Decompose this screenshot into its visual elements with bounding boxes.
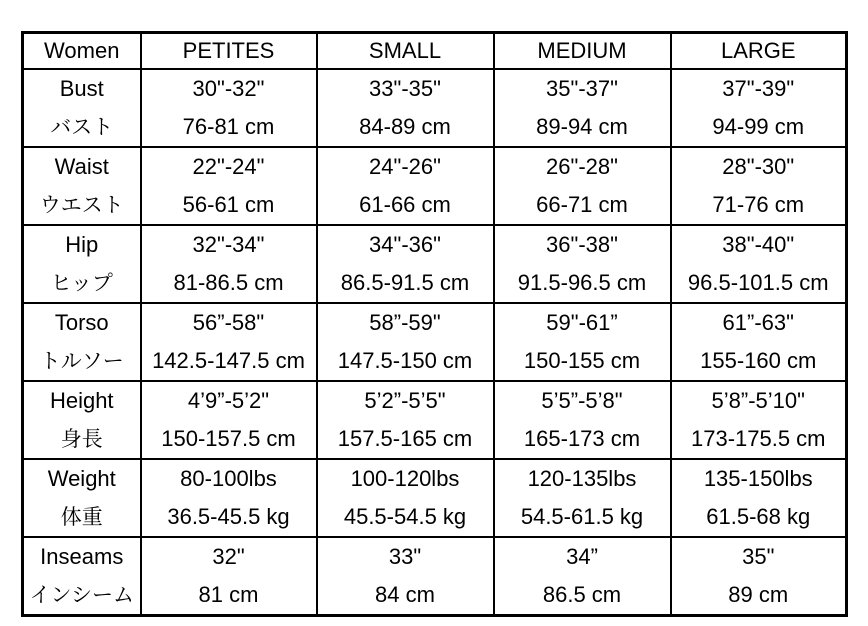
size-cell (671, 459, 847, 537)
metric-value: 173-175.5 cm (690, 426, 826, 451)
row-label-jp: 体重 (60, 505, 103, 529)
imperial-value: 35"-37" (546, 76, 618, 101)
metric-value: 81-86.5 cm (173, 270, 284, 295)
metric-value: 84-89 cm (359, 114, 451, 139)
row-label: Weight (47, 466, 116, 491)
metric-value: 94-99 cm (712, 114, 805, 139)
row-label-jp: 身長 (60, 427, 103, 451)
size-cell (494, 69, 671, 147)
size-cell (141, 69, 317, 147)
size-cell (494, 381, 671, 459)
imperial-value: 32" (212, 544, 245, 569)
metric-value: 86.5-91.5 cm (340, 270, 470, 295)
metric-value: 61.5-68 kg (706, 504, 811, 529)
imperial-value: 56”-58" (192, 310, 265, 335)
size-cell (141, 459, 317, 537)
imperial-value: 28"-30" (722, 154, 795, 179)
size-cell (141, 147, 317, 225)
row-bust (23, 69, 847, 147)
size-cell (317, 147, 494, 225)
size-cell (671, 303, 847, 381)
imperial-value: 37"-39" (722, 76, 795, 101)
metric-value: 76-81 cm (182, 114, 275, 139)
metric-value: 142.5-147.5 cm (152, 348, 305, 373)
row-label-jp: ヒップ (50, 271, 113, 295)
row-label: Waist (54, 154, 109, 179)
imperial-value: 80-100lbs (180, 466, 277, 491)
header-row (23, 33, 847, 70)
metric-value: 61-66 cm (359, 192, 451, 217)
imperial-value: 30"-32" (192, 76, 265, 101)
imperial-value: 24"-26" (369, 154, 441, 179)
row-label-jp: トルソー (39, 349, 124, 373)
imperial-value: 22"-24" (192, 154, 265, 179)
metric-value: 91.5-96.5 cm (517, 270, 647, 295)
size-cell (494, 303, 671, 381)
size-cell (494, 225, 671, 303)
row-label-jp: ウエスト (39, 193, 124, 217)
size-cell (317, 381, 494, 459)
row-height (23, 381, 847, 459)
metric-value: 54.5-61.5 kg (520, 504, 644, 529)
metric-value: 81 cm (198, 582, 259, 607)
imperial-value: 4’9”-5’2" (187, 388, 270, 413)
imperial-value: 5’5”-5’8" (541, 388, 623, 413)
row-label: Bust (59, 76, 104, 101)
imperial-value: 34” (566, 544, 598, 569)
metric-value: 45.5-54.5 kg (343, 504, 467, 529)
size-cell (494, 459, 671, 537)
row-label-jp: インシーム (29, 583, 134, 607)
imperial-value: 36"-38" (546, 232, 618, 257)
metric-value: 56-61 cm (182, 192, 275, 217)
metric-value: 150-155 cm (523, 348, 641, 373)
imperial-value: 100-120lbs (350, 466, 460, 491)
size-cell (141, 537, 317, 616)
imperial-value: 38"-40" (722, 232, 795, 257)
imperial-value: 5’2”-5’5" (364, 388, 446, 413)
imperial-value: 61”-63" (722, 310, 794, 335)
imperial-value: 59"-61” (546, 310, 618, 335)
size-cell (317, 225, 494, 303)
metric-value: 147.5-150 cm (337, 348, 473, 373)
size-cell (141, 225, 317, 303)
imperial-value: 120-135lbs (527, 466, 637, 491)
row-label-cell (23, 69, 141, 147)
size-cell (671, 537, 847, 616)
size-cell (141, 303, 317, 381)
metric-value: 155-160 cm (700, 348, 817, 373)
imperial-value: 35" (742, 544, 775, 569)
size-cell (671, 225, 847, 303)
size-cell (317, 459, 494, 537)
header-women: Women (23, 33, 141, 70)
metric-value: 86.5 cm (542, 582, 622, 607)
metric-value: 89 cm (728, 582, 789, 607)
header-small: SMALL (317, 33, 494, 70)
metric-value: 66-71 cm (536, 192, 628, 217)
imperial-value: 26"-28" (546, 154, 618, 179)
row-label-cell (23, 381, 141, 459)
row-hip (23, 225, 847, 303)
size-cell (494, 537, 671, 616)
header-petites: PETITES (141, 33, 317, 70)
imperial-value: 33"-35" (369, 76, 441, 101)
metric-value: 157.5-165 cm (337, 426, 473, 451)
imperial-value: 58”-59" (369, 310, 441, 335)
row-label: Height (49, 388, 114, 413)
row-label-cell (23, 225, 141, 303)
metric-value: 165-173 cm (523, 426, 641, 451)
row-label-cell (23, 147, 141, 225)
row-label: Inseams (40, 544, 124, 569)
row-inseams (23, 537, 847, 616)
row-label-cell (23, 459, 141, 537)
imperial-value: 135-150lbs (703, 466, 813, 491)
row-waist (23, 147, 847, 225)
row-label-cell (23, 537, 141, 616)
size-cell (671, 69, 847, 147)
header-medium: MEDIUM (494, 33, 671, 70)
size-cell (671, 147, 847, 225)
metric-value: 71-76 cm (712, 192, 805, 217)
imperial-value: 33" (388, 544, 422, 569)
row-label: Torso (54, 310, 109, 335)
row-label-cell (23, 303, 141, 381)
imperial-value: 34"-36" (369, 232, 441, 257)
metric-value: 84 cm (375, 582, 435, 607)
row-label: Hip (65, 232, 99, 257)
metric-value: 96.5-101.5 cm (687, 270, 829, 295)
size-cell (671, 381, 847, 459)
imperial-value: 5’8”-5’10" (711, 388, 805, 413)
metric-value: 36.5-45.5 kg (167, 504, 290, 529)
size-chart-table (21, 31, 848, 617)
row-weight (23, 459, 847, 537)
metric-value: 150-157.5 cm (161, 426, 296, 451)
imperial-value: 32"-34" (192, 232, 265, 257)
metric-value: 89-94 cm (536, 114, 628, 139)
size-cell (317, 303, 494, 381)
row-torso (23, 303, 847, 381)
size-cell (141, 381, 317, 459)
size-cell (317, 69, 494, 147)
row-label-jp: バスト (50, 115, 114, 139)
header-large: LARGE (671, 33, 847, 70)
size-cell (494, 147, 671, 225)
size-cell (317, 537, 494, 616)
